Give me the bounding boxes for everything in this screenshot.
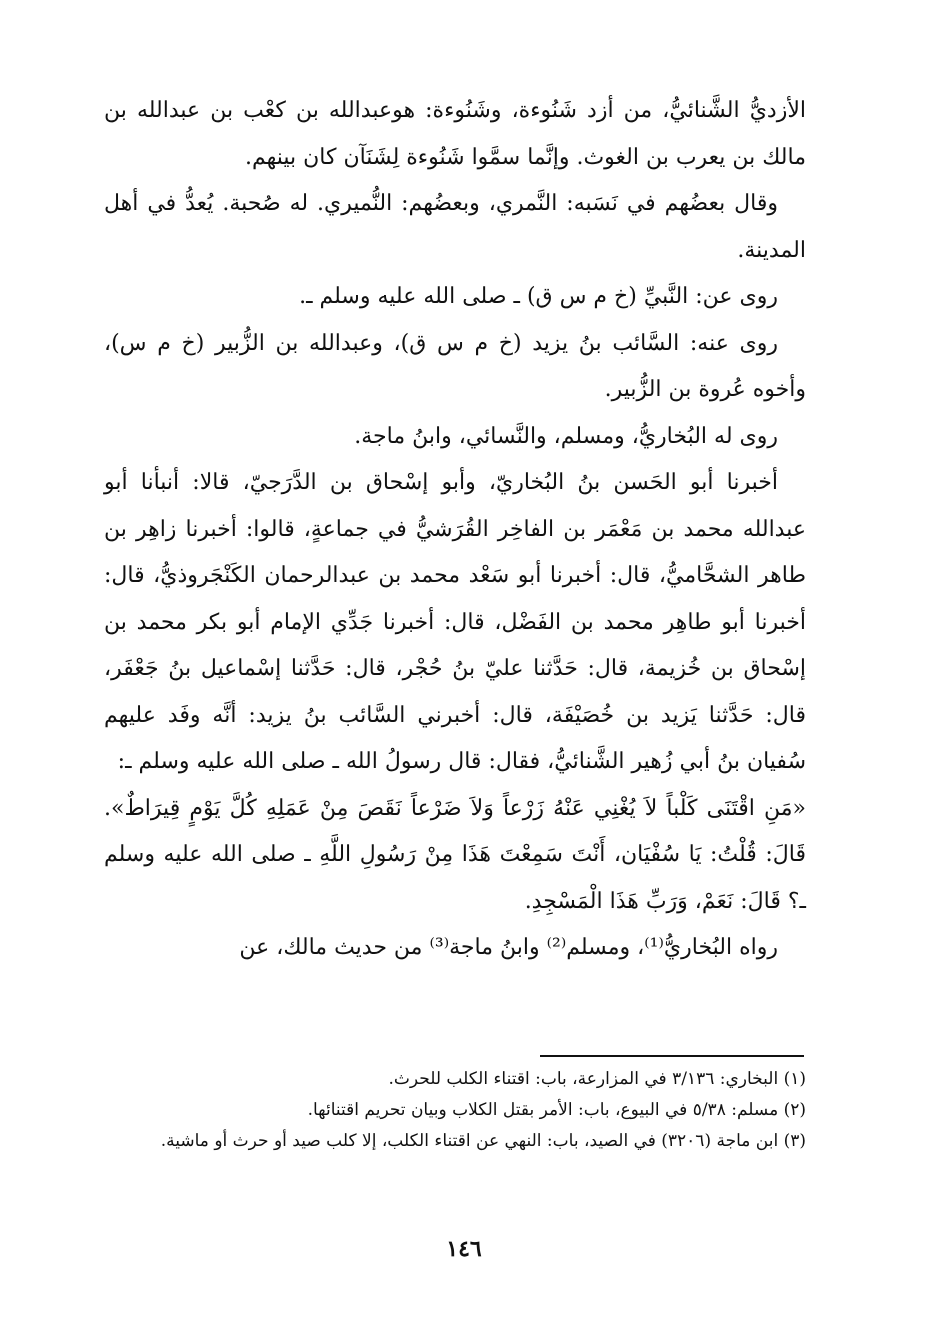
paragraph-hadith: «مَنِ اقْتَنَى كَلْباً لاَ يُغْنِي عَنْهُ زَرْعاً وَلاَ ضَرْعاً نَقَصَ مِنْ عَمَلِهِ كُلَّ يَوْمٍ قِيرَاطٌ». قَالَ: قُلْتُ: يَا سُفْيَان، أَنْتَ سَمِعْتَ هَذَا مِنْ رَسُولِ اللَّهِ ـ صلى الله عليه وسلم ـ؟ قَالَ: نَعَمْ، وَرَبِّ هَذَا الْمَسْجِدِ. <box>104 795 806 914</box>
paragraph-sources: رواه البُخاريُّ⁽¹⁾، ومسلم⁽²⁾ وابنُ ماجة⁽³⁾ من حديث مالك، عن <box>239 935 778 960</box>
footnote-1: (١) البخاري: ٣/١٣٦ في المزارعة، باب: اقتناء الكلب للحرث. <box>388 1069 806 1089</box>
footnotes <box>104 1064 806 1157</box>
footnote-2: (٢) مسلم: ٥/٣٨ في البيوع، باب: الأمر بقتل الكلاب وبيان تحريم اقتنائها. <box>307 1100 806 1120</box>
page-number: ١٤٦ <box>446 1236 482 1262</box>
paragraph-lineage: الأزديُّ الشَّنائيُّ، من أزد شَنُوءة، وشَنُوءة: هوعبدالله بن كعْب بن عبدالله بن مالك بن يعرب بن الغوث. وإنَّما سمَّوا شَنُوءة لِشَنَآن كان بينهم. <box>104 98 806 170</box>
paragraph-isnad: أخبرنا أبو الحَسن بنُ البُخاريّ، وأبو إسْحاق بن الدَّرَجيّ، قالا: أنبأنا أبو عبدالله محمد بن مَعْمَر بن الفاخِر القُرَشيُّ في جماعةٍ، قالوا: أخبرنا زاهِر بن طاهر الشحَّاميُّ، قال: أخبرنا أبو سَعْد محمد بن عبدالرحمان الكَنْجَروذيُّ، قال: أخبرنا أبو طاهِر محمد بن الفَضْل، قال: أخبرنا جَدِّي الإمام أبو بكر محمد بن إسْحاق بن خُزيمة، قال: حَدَّثنا عليّ بنُ حُجْر، قال: حَدَّثنا إسْماعيل بنُ جَعْفَر، قال: حَدَّثنا يَزيد بن خُصَيْفَة، قال: أخبرني السَّائب بنُ يزيد: أنَّه وفَد عليهم سُفيان بنُ أبي زُهير الشَّنائيُّ، فقال: قال رسولُ الله ـ صلى الله عليه وسلم ـ: <box>104 470 806 774</box>
footnote-3: (٣) ابن ماجة (٣٢٠٦) في الصيد، باب: النهي عن اقتناء الكلب، إلا كلب صيد أو حرث أو ماشية. <box>160 1131 806 1151</box>
paragraph-nisba: وقال بعضُهم في نَسَبه: النَّمري، وبعضُهم: النُّميري. له صُحبة. يُعدُّ في أهل المدينة. <box>104 191 806 263</box>
paragraph-narrated-by: روى عنه: السَّائب بنُ يزيد (خ م س ق)، وعبدالله بن الزُّبير (خ م س)، وأخوه عُروة بن الزُّبير. <box>104 330 806 402</box>
main-text <box>104 88 806 972</box>
paragraph-narrated-from: روى عن: النَّبيِّ (خ م س ق) ـ صلى الله عليه وسلم ـ. <box>299 284 778 309</box>
footnote-divider <box>540 1055 804 1057</box>
paragraph-transmitters: روى له البُخاريُّ، ومسلم، والنَّسائي، وابنُ ماجة. <box>354 423 778 449</box>
